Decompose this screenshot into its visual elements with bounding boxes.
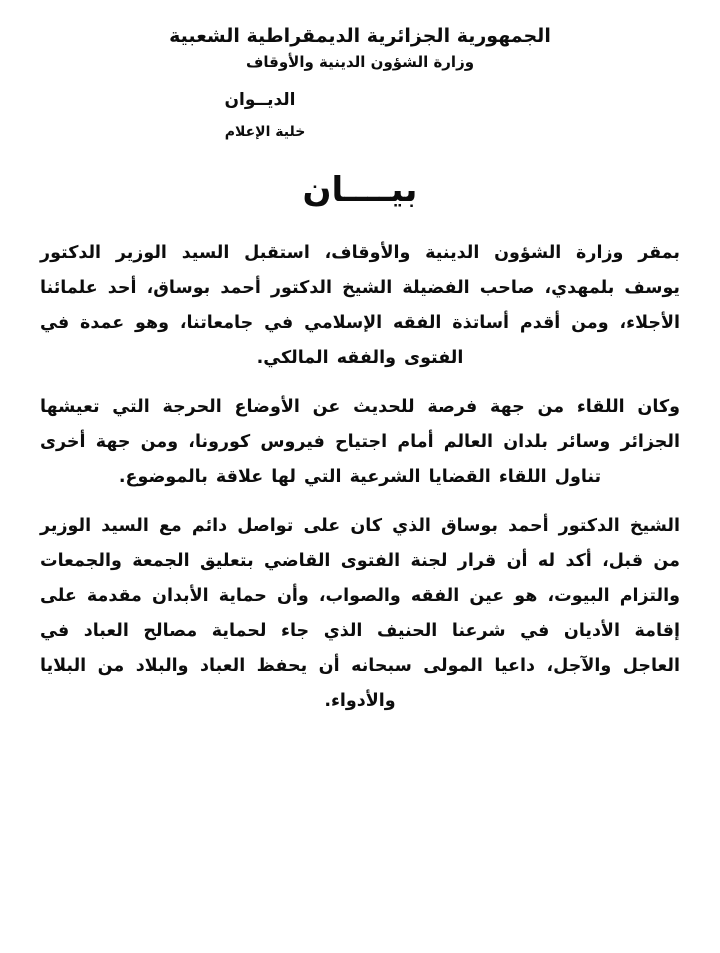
office-unit: خلية الإعلام <box>224 123 306 140</box>
office-block <box>34 90 686 140</box>
document-header <box>34 24 686 72</box>
office-name: الديــوان <box>224 89 296 110</box>
document-body <box>34 236 686 719</box>
paragraph: الشيخ الدكتور أحمد بوساق الذي كان على تواصل دائم مع السيد الوزير من قبل، أكد له أن قرار لجنة الفتوى القاضي بتعليق الجمعة والجمعات والتزام البيوت، هو عين الفقه والصواب، وأن حماية الأبدان مقدمة على إقامة الأديان في شرعنا الحنيف الذي جاء لحماية مصالح العباد في العاجل والآجل، داعيا المولى سبحانه أن يحفظ العباد والبلاد من البلايا والأدواء. <box>40 515 680 711</box>
paragraph: وكان اللقاء من جهة فرصة للحديث عن الأوضاع الحرجة التي تعيشها الجزائر وسائر بلدان العالم أمام اجتياح فيروس كورونا، ومن جهة أخرى تناول اللقاء القضايا الشرعية التي لها علاقة بالموضوع. <box>40 396 680 487</box>
republic-title: الجمهورية الجزائرية الديمقراطية الشعبية <box>169 25 551 47</box>
page-title: بيــــان <box>302 169 418 210</box>
paragraph: بمقر وزارة الشؤون الدينية والأوقاف، استقبل السيد الوزير الدكتور يوسف بلمهدي، صاحب الفضيلة الشيخ الدكتور أحمد بوساق، أحد علمائنا الأجلاء، ومن أقدم أساتذة الفقه الإسلامي في جامعاتنا، وهو عمدة في الفتوى والفقه المالكي. <box>40 242 680 368</box>
ministry-title: وزارة الشؤون الدينية والأوقاف <box>245 52 475 71</box>
